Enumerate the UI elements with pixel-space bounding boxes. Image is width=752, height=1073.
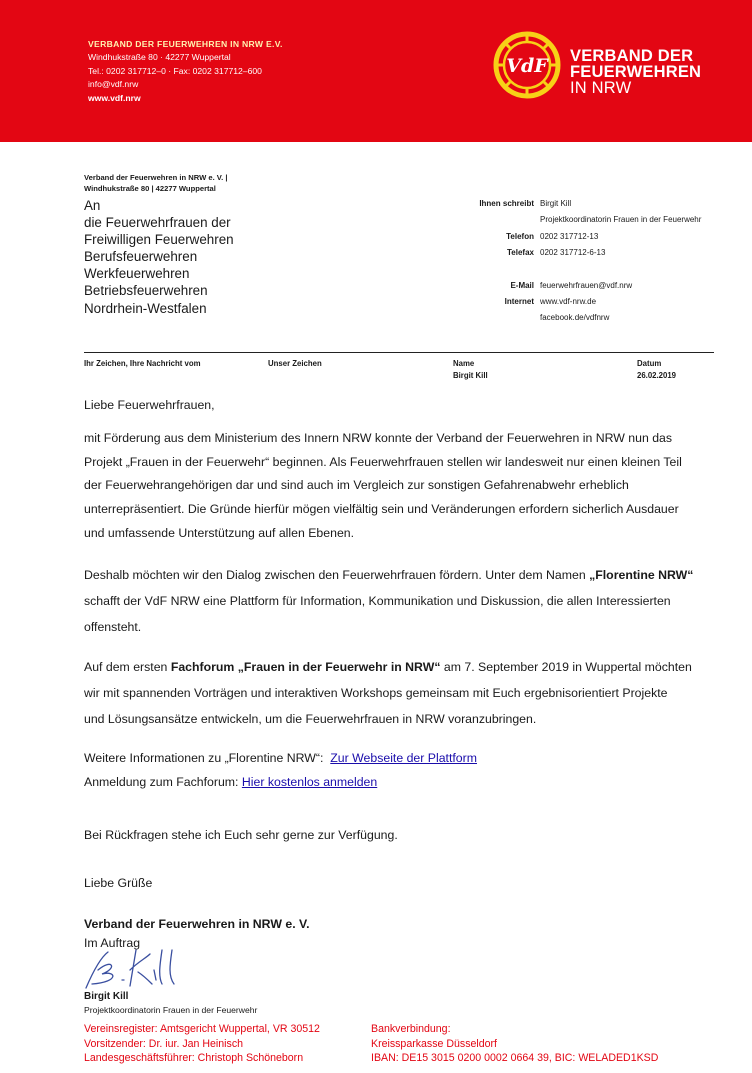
vdf-logo (492, 34, 732, 97)
writer-name: Birgit Kill (540, 199, 572, 208)
paragraph-line: unterrepräsentiert. Die Gründe hierfür mögen vielfältig sein und Veränderungen erfordern sicherlich Ausdauer (84, 502, 679, 517)
org-phone-fax: Tel.: 0202 317712–0 · Fax: 0202 317712–600 (88, 65, 262, 76)
writer-role: Projektkoordinatorin Frauen in der Feuerwehr (540, 215, 702, 225)
recipient-line: Werkfeuerwehren (84, 266, 190, 282)
paragraph-1 (84, 427, 716, 546)
paragraph-line: offensteht. (84, 620, 142, 634)
questions: Bei Rückfragen stehe ich Euch sehr gerne zur Verfügung. (84, 828, 398, 842)
paragraph-line: und Lösungsansätze entwickeln, um die Feuerwehrfrauen in NRW voranzubringen. (84, 712, 537, 726)
recipient-address (84, 197, 234, 317)
org-street: Windhukstraße 80 · 42277 Wuppertal (88, 52, 231, 63)
org-email: info@vdf.nrw (88, 79, 139, 90)
paragraph-line: mit Förderung aus dem Ministerium des Innern NRW konnte der Verband der Feuerwehren in NRW nun das (84, 431, 673, 445)
email-label: E-Mail (510, 280, 534, 290)
logo-line-2: FEUERWEHREN (570, 63, 702, 81)
florentine-bold: „Florentine NRW“ (589, 568, 694, 582)
manager-value: Christoph Schöneborn (197, 1052, 304, 1065)
bank-name: Kreissparkasse Düsseldorf (371, 1037, 497, 1050)
phone-value: 0202 317712-13 (540, 231, 599, 241)
paragraph-3-start: Auf dem ersten (84, 660, 171, 674)
footer-left (84, 1022, 364, 1066)
paragraph-2 (84, 562, 716, 640)
iban-line: IBAN: DE15 3015 0200 0002 0664 39, BIC: WELADED1KSD (371, 1052, 659, 1065)
info-line (84, 747, 716, 771)
facebook-value[interactable]: facebook.de/vdfnrw (540, 313, 610, 323)
register-label: Anmeldung zum Fachforum: (84, 775, 239, 789)
register-court-label: Vereinsregister: (84, 1023, 158, 1035)
recipient-line: die Feuerwehrfrauen der (84, 215, 231, 231)
internet-label: Internet (504, 297, 534, 307)
register-court-value: Amtsgericht Wuppertal, VR 30512 (159, 1023, 320, 1035)
closing: Liebe Grüße (84, 876, 153, 890)
header-banner (0, 0, 752, 142)
svg-text:VdF: VdF (506, 55, 548, 77)
date-value: 26.02.2019 (637, 371, 677, 380)
org-web: www.vdf.nrw (88, 92, 141, 103)
contact-block (430, 196, 740, 327)
org-name: VERBAND DER FEUERWEHREN IN NRW E.V. (88, 39, 283, 49)
paragraph-line: der Feuerwehrangehörigen dar und sind auch im Vergleich zur sonstigen Gefahrenabwehr erheblich (84, 478, 629, 493)
your-reference-label: Ihr Zeichen, Ihre Nachricht vom (84, 359, 201, 368)
register-free-link[interactable]: Hier kostenlos anmelden (241, 775, 378, 789)
our-reference-label: Unser Zeichen (268, 359, 322, 368)
fachforum-bold: Fachforum „Frauen in der Feuerwehr in NRW“ (170, 660, 441, 674)
paragraph-line: wir mit spannenden Vorträgen und interaktiven Workshops gemeinsam mit Euch ergebnisorientiert Projekte (84, 686, 668, 700)
paragraph-line: und umfassende Unterstützung auf allen Ebenen. (84, 525, 355, 540)
vdf-logo-icon (492, 30, 562, 100)
chair-value: Dr. iur. Jan Heinisch (148, 1037, 244, 1050)
paragraph-2-start: Deshalb möchten wir den Dialog zwischen den Feuerwehrfrauen fördern. Unter dem Namen (84, 568, 590, 582)
name-label: Name (453, 359, 475, 368)
platform-website-link[interactable]: Zur Webseite der Plattform (330, 751, 477, 765)
recipient-line: Berufsfeuerwehren (84, 249, 198, 265)
fax-value: 0202 317712-6-13 (540, 248, 606, 258)
sender-return-address: Verband der Feuerwehren in NRW e. V. | Windhukstraße 80 | 42277 Wuppertal (84, 173, 228, 193)
reference-divider (84, 352, 714, 353)
paragraph-line: Projekt „Frauen in der Feuerwehr“ beginnen. Als Feuerwehrfrauen stellen wir landesweit nur einen kleinen Teil (84, 454, 682, 469)
logo-line-3: IN NRW (570, 79, 632, 97)
manager-label: Landesgeschäftsführer: (84, 1052, 195, 1065)
fax-label: Telefax (507, 248, 534, 258)
paragraph-3-mid: am 7. September 2019 in Wuppertal möchten (440, 660, 692, 674)
logo-wordmark (570, 48, 701, 96)
signature-org: Verband der Feuerwehren in NRW e. V. (84, 917, 310, 931)
writer-label: Ihnen schreibt (479, 199, 534, 208)
paragraph-line: schafft der VdF NRW eine Plattform für Information, Kommunikation und Diskussion, die allen Interessierten (84, 594, 671, 608)
salutation: Liebe Feuerwehrfrauen, (84, 398, 215, 412)
register-line (84, 771, 716, 795)
internet-value[interactable]: www.vdf-nrw.de (540, 297, 597, 307)
chair-label: Vorsitzender: (84, 1037, 146, 1050)
logo-line-1: VERBAND DER (570, 47, 694, 65)
info-label: Weitere Informationen zu „Florentine NRW“: (84, 751, 324, 765)
footer-right (371, 1022, 711, 1066)
bank-label: Bankverbindung: (371, 1023, 451, 1035)
signature-order: Im Auftrag (84, 936, 141, 950)
email-value[interactable]: feuerwehrfrauen@vdf.nrw (540, 280, 633, 290)
recipient-line: Freiwilligen Feuerwehren (84, 232, 234, 248)
handwritten-signature (78, 944, 188, 992)
recipient-line: Nordrhein-Westfalen (84, 300, 207, 316)
recipient-line: An (84, 198, 101, 213)
date-label: Datum (637, 359, 662, 368)
signature-role: Projektkoordinatorin Frauen in der Feuerwehr (84, 1005, 258, 1015)
signature-name: Birgit Kill (84, 991, 129, 1002)
recipient-line: Betriebsfeuerwehren (84, 283, 208, 299)
paragraph-3 (84, 654, 716, 732)
org-address-block (88, 38, 283, 105)
name-value: Birgit Kill (453, 371, 488, 380)
phone-label: Telefon (506, 231, 534, 241)
